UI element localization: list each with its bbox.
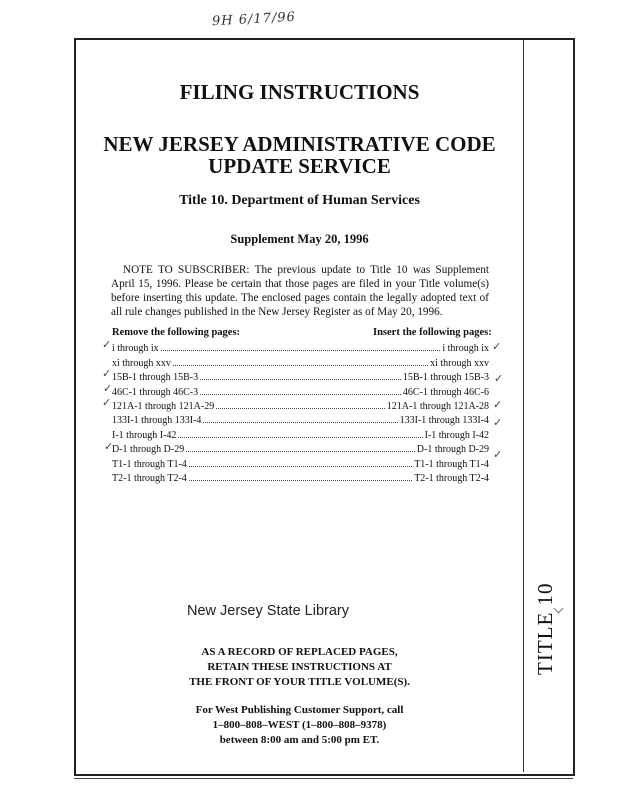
title-line: Title 10. Department of Human Services <box>179 193 420 208</box>
leader-dots <box>178 437 422 438</box>
remove-cell: D-1 through D-29 <box>112 444 185 456</box>
leader-dots <box>189 466 412 467</box>
leader-dots <box>203 422 397 423</box>
leader-dots <box>200 394 401 395</box>
remove-cell: i through ix <box>112 343 159 355</box>
insert-cell: D-1 through D-29 <box>416 444 489 456</box>
subtitle-line-2: UPDATE SERVICE <box>208 154 391 178</box>
check-mark-icon: ✓ <box>492 340 502 353</box>
insert-header: Insert the following pages: <box>373 327 492 338</box>
leader-dots <box>189 480 412 481</box>
table-row <box>112 441 489 455</box>
table-row <box>112 369 489 383</box>
insert-cell: T1-1 through T1-4 <box>414 458 489 470</box>
leader-dots <box>216 408 385 409</box>
pages-table <box>112 340 489 484</box>
leader-dots <box>200 379 401 380</box>
table-row <box>112 412 489 426</box>
side-title-label: TITLE 10 <box>533 582 557 675</box>
support-hours: between 8:00 am and 5:00 pm ET. <box>219 734 380 746</box>
remove-cell: xi through xxv <box>112 357 171 369</box>
table-row <box>112 354 489 368</box>
check-mark-icon: ✓ <box>104 440 114 453</box>
handwritten-note: 9H 6/17/96 <box>211 9 297 30</box>
page-title: FILING INSTRUCTIONS <box>179 80 420 104</box>
insert-cell: 121A-1 through 121A-28 <box>386 400 489 412</box>
check-mark-icon: ✓ <box>102 367 112 380</box>
check-mark-icon: ✓ <box>103 382 113 395</box>
retain-instructions <box>76 645 523 690</box>
check-mark-icon: ✓ <box>493 448 503 461</box>
bottom-rule <box>74 778 573 779</box>
leader-dots <box>161 350 441 351</box>
table-row <box>112 383 489 397</box>
table-row <box>112 455 489 469</box>
table-row <box>112 470 489 484</box>
insert-cell: I-1 through I-42 <box>424 429 489 441</box>
remove-cell: T2-1 through T2-4 <box>112 472 187 484</box>
table-row <box>112 340 489 354</box>
leader-dots <box>173 365 428 366</box>
check-mark-icon: ✓ <box>102 396 112 409</box>
remove-cell: 15B-1 through 15B-3 <box>112 372 199 384</box>
insert-cell: 15B-1 through 15B-3 <box>402 372 489 384</box>
library-stamp: New Jersey State Library <box>187 603 349 619</box>
remove-cell: 133I-1 through 133I-4 <box>112 415 202 427</box>
check-mark-icon: ✓ <box>494 372 504 385</box>
retain-line: THE FRONT OF YOUR TITLE VOLUME(S). <box>189 676 410 688</box>
side-divider <box>523 40 524 772</box>
insert-cell: T2-1 through T2-4 <box>414 472 489 484</box>
retain-line: AS A RECORD OF REPLACED PAGES, <box>201 646 398 658</box>
insert-cell: i through ix <box>442 343 489 355</box>
retain-line: RETAIN THESE INSTRUCTIONS AT <box>207 661 392 673</box>
customer-support <box>76 703 523 748</box>
check-mark-icon: ✓ <box>102 338 112 351</box>
subscriber-note <box>111 263 489 319</box>
leader-dots <box>186 451 415 452</box>
subtitle-line-1: NEW JERSEY ADMINISTRATIVE CODE <box>103 132 496 156</box>
support-line: For West Publishing Customer Support, call <box>195 704 404 716</box>
table-row <box>112 426 489 440</box>
table-row <box>112 398 489 412</box>
check-mark-icon: ✓ <box>493 398 503 411</box>
insert-cell: 133I-1 through 133I-4 <box>399 415 489 427</box>
remove-cell: 121A-1 through 121A-29 <box>112 400 215 412</box>
remove-header: Remove the following pages: <box>112 327 241 338</box>
supplement-date: Supplement May 20, 1996 <box>230 232 369 246</box>
remove-cell: I-1 through I-42 <box>112 429 177 441</box>
check-mark-icon: ✓ <box>493 416 503 429</box>
remove-cell: T1-1 through T1-4 <box>112 458 187 470</box>
insert-cell: xi through xxv <box>430 357 489 369</box>
subscriber-note-text: NOTE TO SUBSCRIBER: The previous update to Title 10 was Supplement April 15, 1996. Please be certain that those pages are filed in your Title volume(s) before inserting this update. The enclosed pages contain the legally adopted text of all rule changes published in the New Jersey Register as of May 20, 1996. <box>111 264 489 318</box>
insert-cell: 46C-1 through 46C-6 <box>402 386 489 398</box>
support-phone: 1–800–808–WEST (1–800–808–9378) <box>212 719 387 731</box>
remove-cell: 46C-1 through 46C-3 <box>112 386 199 398</box>
